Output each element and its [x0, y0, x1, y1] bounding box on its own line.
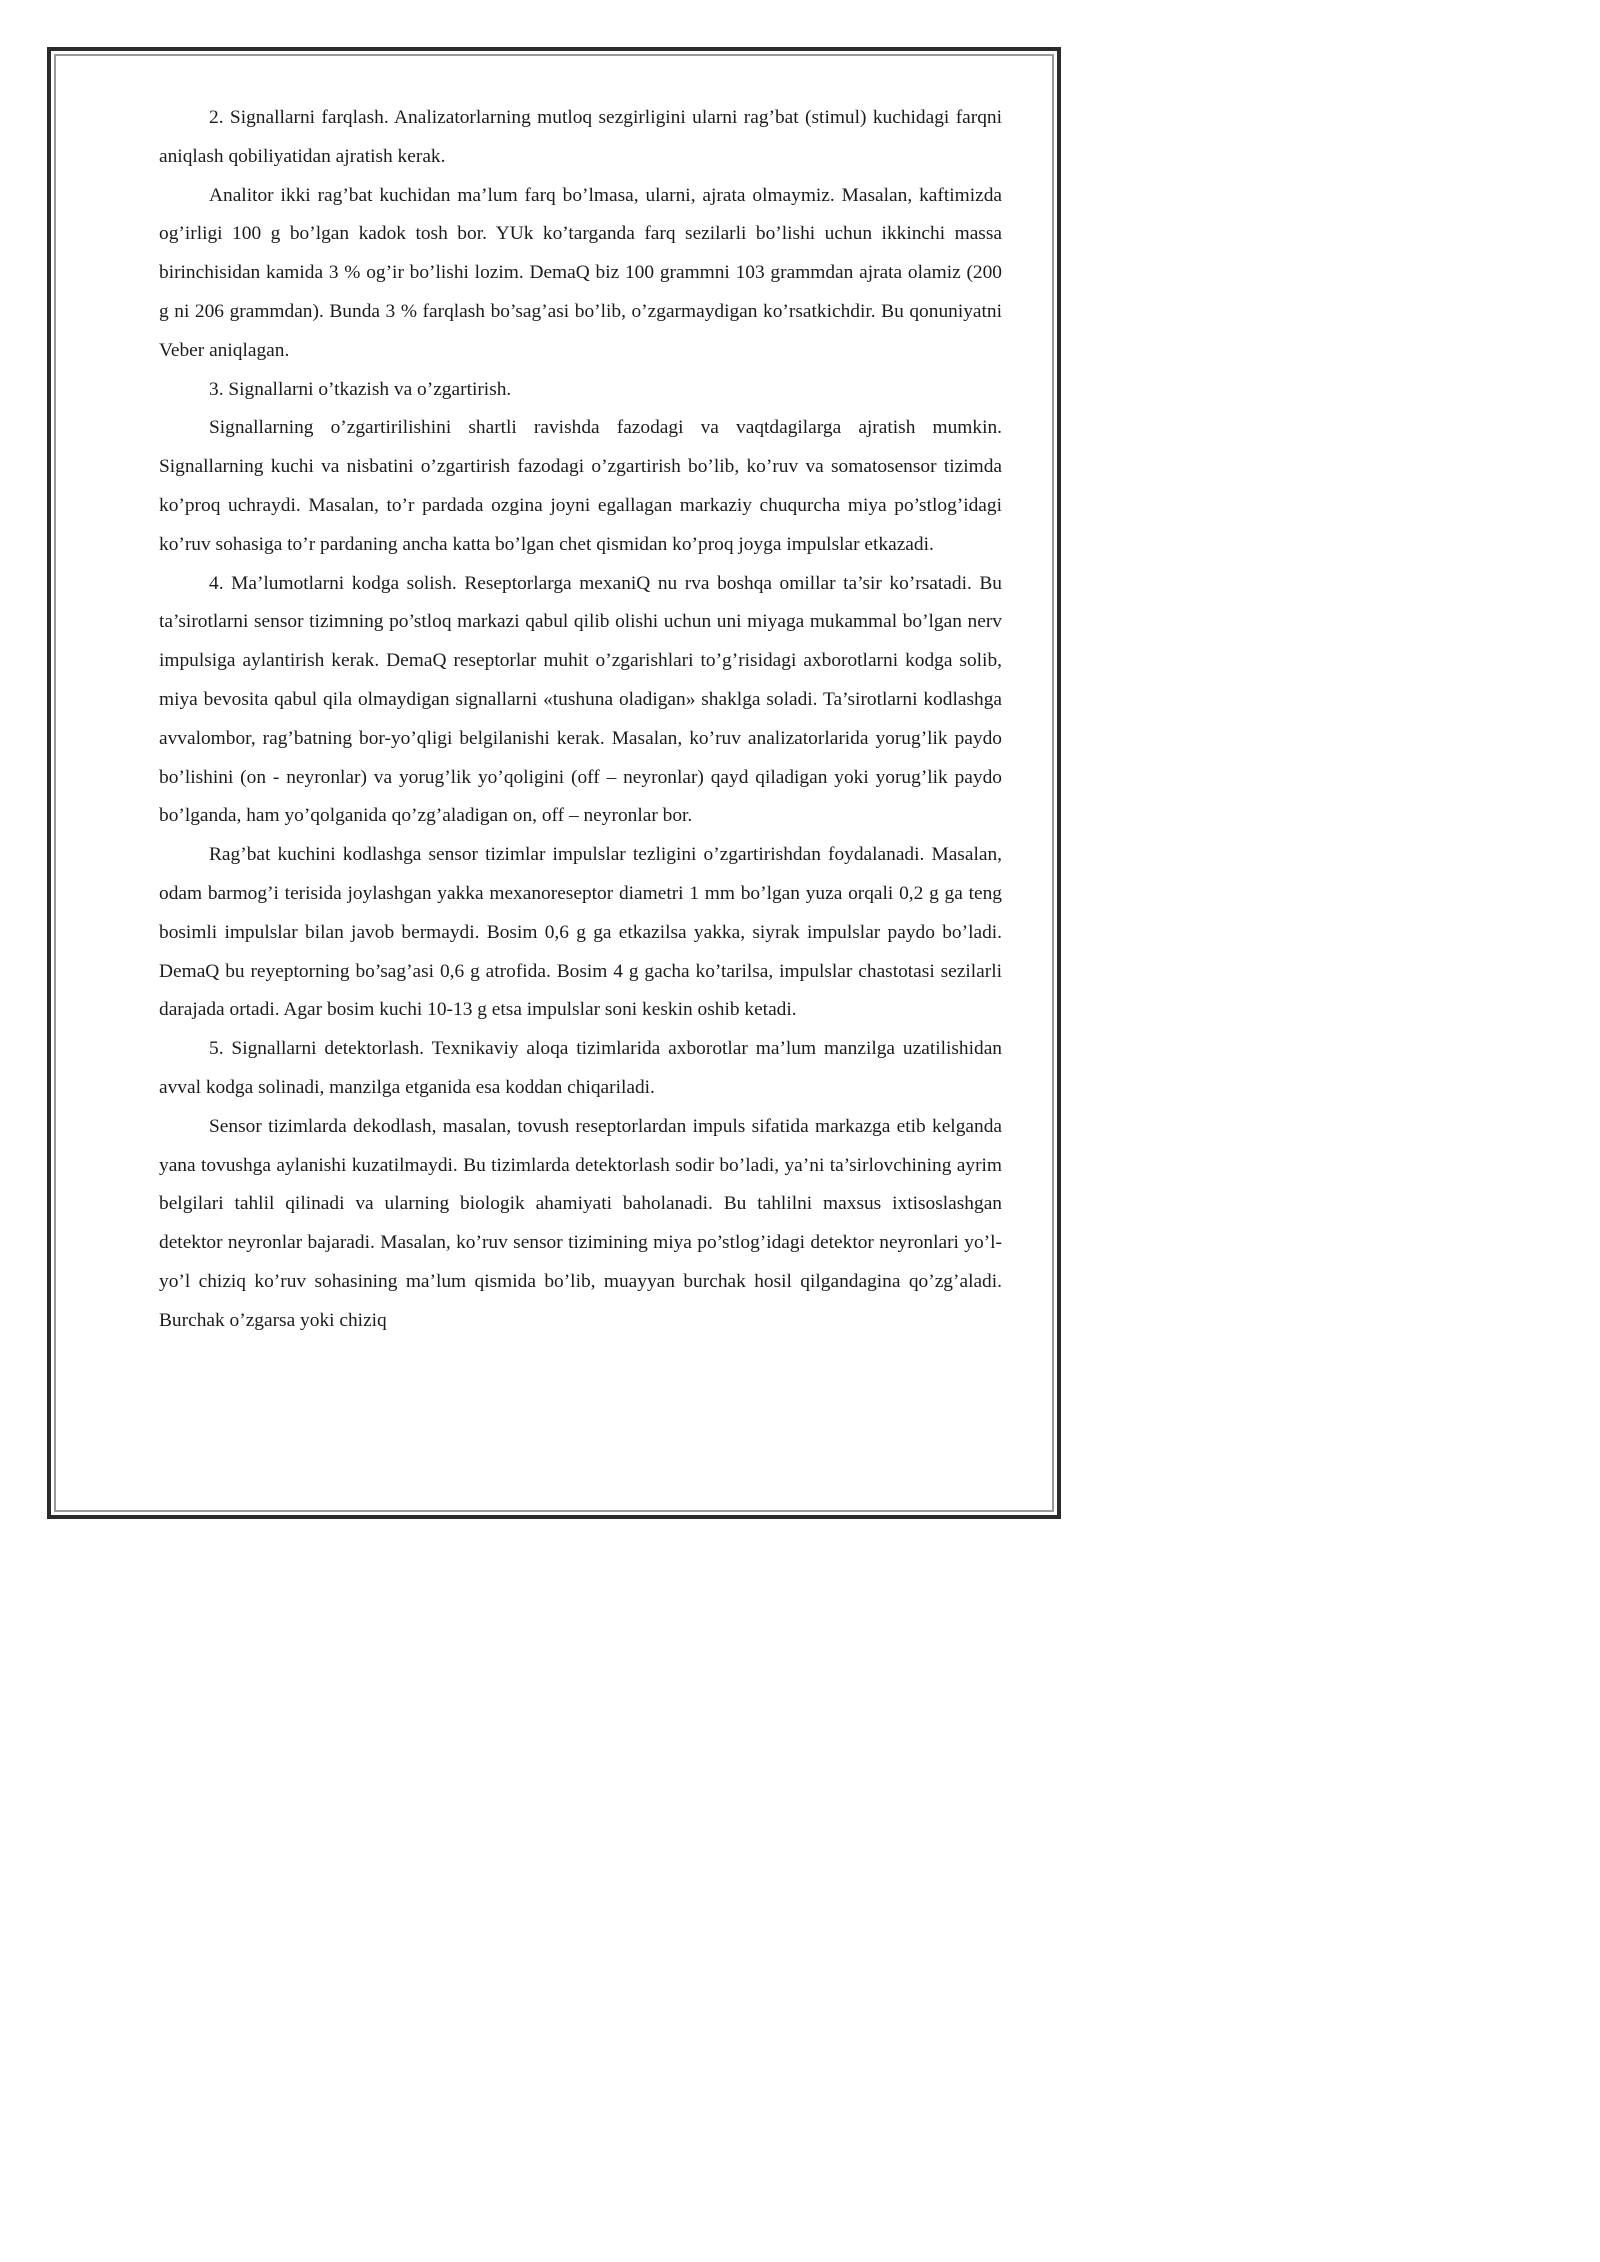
paragraph-signal-transmission-heading: 3. Signallarni o’tkazish va o’zgartirish. [209, 378, 512, 400]
paragraph-information-coding: 4. Ma’lumotlarni kodga solish. Reseptorlarga mexaniQ nu rva boshqa omillar ta’sir ko’rsatadi. Bu ta’sirotlarni sensor tizimning po’stloq markazi qabul qilib olishi uchun uni miyaga mukammal bo’lgan nerv impulsiga aylantirish kerak. DemaQ reseptorlar muhit o’zgarishlari to’g’risidagi axborotlarni kodga solib, miya bevosita qabul qila olmaydigan signallarni «tushuna oladigan» shaklga soladi. Ta’sirotlarni kodlashga avvalombor, rag’batning bor-yo’qligi belgilanishi kerak. Masalan, ko’ruv analizatorlarida yorug’lik paydo bo’lishini (on - neyronlar) va yorug’lik yo’qoligini (off – neyronlar) qayd qiladigan yoki yorug’lik paydo bo’lganda, ham yo’qolganida qo’zg’aladigan on, off – neyronlar bor. [159, 572, 1002, 827]
document-body [159, 99, 1002, 1341]
paragraph-stimulus-strength-coding: Rag’bat kuchini kodlashga sensor tizimlar impulslar tezligini o’zgartirishdan foydalanadi. Masalan, odam barmog’i terisida joylashgan yakka mexanoreseptor diametri 1 mm bo’lgan yuza orqali 0,2 g ga teng bosimli impulslar bilan javob bermaydi. Bosim 0,6 g ga etkazilsa yakka, siyrak impulslar paydo bo’ladi. DemaQ bu reyeptorning bo’sag’asi 0,6 g atrofida. Bosim 4 g gacha ko’tarilsa, impulslar chastotasi sezilarli darajada ortadi. Agar bosim kuchi 10-13 g etsa impulslar soni keskin oshib ketadi. [159, 844, 1002, 1021]
paragraph-signal-discrimination: 2. Signallarni farqlash. Analizatorlarning mutloq sezgirligini ularni rag’bat (stimul) kuchidagi farqni aniqlash qobiliyatidan ajratish kerak. [159, 107, 1002, 167]
paragraph-signal-detection: 5. Signallarni detektorlash. Texnikaviy aloqa tizimlarida axborotlar ma’lum manzilga uzatilishidan avval kodga solinadi, manzilga etganida esa koddan chiqariladi. [159, 1038, 1002, 1098]
paragraph-signal-transformation: Signallarning o’zgartirilishini shartli ravishda fazodagi va vaqtdagilarga ajratish mumkin. Signallarning kuchi va nisbatini o’zgartirish fazodagi o’zgartirish bo’lib, ko’ruv va somatosensor tizimda ko’proq uchraydi. Masalan, to’r pardada ozgina joyni egallagan markaziy chuqurcha miya po’stlog’idagi ko’ruv sohasiga to’r pardaning ancha katta bo’lgan chet qismidan ko’proq joyga impulslar etkazadi. [159, 417, 1002, 555]
paragraph-detector-neurons: Sensor tizimlarda dekodlash, masalan, tovush reseptorlardan impuls sifatida markazga etib kelganda yana tovushga aylanishi kuzatilmaydi. Bu tizimlarda detektorlash sodir bo’ladi, ya’ni ta’sirlovchining ayrim belgilari tahlil qilinadi va ularning biologik ahamiyati baholanadi. Bu tahlilni maxsus ixtisoslashgan detektor neyronlar bajaradi. Masalan, ko’ruv sensor tizimining miya po’stlog’idagi detektor neyronlari yo’l-yo’l chiziq ko’ruv sohasining ma’lum qismida bo’lib, muayyan burchak hosil qilgandagina qo’zg’aladi. Burchak o’zgarsa yoki chiziq [159, 1115, 1002, 1331]
paragraph-weber-threshold: Analitor ikki rag’bat kuchidan ma’lum farq bo’lmasa, ularni, ajrata olmaymiz. Masalan, kaftimizda og’irligi 100 g bo’lgan kadok tosh bor. YUk ko’targanda farq sezilarli bo’lishi uchun ikkinchi massa birinchisidan kamida 3 % og’ir bo’lishi lozim. DemaQ biz 100 grammni 103 grammdan ajrata olamiz (200 g ni 206 grammdan). Bunda 3 % farqlash bo’sag’asi bo’lib, o’zgarmaydigan ko’rsatkichdir. Bu qonuniyatni Veber aniqlagan. [159, 184, 1002, 361]
